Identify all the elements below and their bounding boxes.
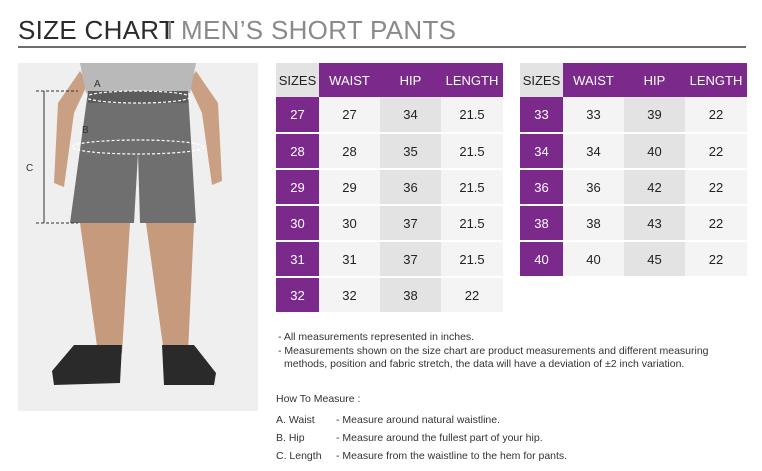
measure-key: A. Waist [276,414,315,426]
table-row [276,133,503,169]
size-table-right [520,63,747,278]
header-hip: HIP [380,63,441,97]
measure-key: C. Length [276,450,322,462]
table-row [520,205,747,241]
size-cell: 31 [276,241,319,277]
waist-cell: 28 [319,133,380,169]
size-cell: 36 [520,169,563,205]
header-sizes: SIZES [520,63,563,97]
waist-cell: 30 [319,205,380,241]
hip-cell: 45 [624,241,685,277]
table-row [520,169,747,205]
size-cell: 30 [276,205,319,241]
length-cell: 22 [685,97,747,133]
header-length: LENGTH [441,63,503,97]
hip-cell: 36 [380,169,441,205]
header-waist: WAIST [319,63,380,97]
hip-cell: 40 [624,133,685,169]
table-row [276,277,503,313]
size-cell: 29 [276,169,319,205]
waist-cell: 40 [563,241,624,277]
length-cell: 22 [685,133,747,169]
hip-cell: 38 [380,277,441,313]
list-item [276,411,567,429]
length-cell: 21.5 [441,97,503,133]
waist-cell: 36 [563,169,624,205]
how-to-measure-title: How To Measure : [276,393,361,405]
size-cell: 33 [520,97,563,133]
hip-cell: 37 [380,205,441,241]
table-row [520,241,747,277]
length-cell: 21.5 [441,133,503,169]
measurement-notes [276,331,746,372]
length-cell: 21.5 [441,169,503,205]
measure-key: B. Hip [276,432,305,444]
page-subtitle: I MEN’S SHORT PANTS [166,15,457,45]
label-c: C [26,163,34,174]
length-cell: 22 [685,241,747,277]
hip-cell: 42 [624,169,685,205]
hip-cell: 37 [380,241,441,277]
model-photo [18,63,258,411]
table-row [520,97,747,133]
measure-desc: - Measure around natural waistline. [336,414,501,426]
waist-cell: 32 [319,277,380,313]
waist-cell: 38 [563,205,624,241]
length-cell: 21.5 [441,241,503,277]
header-waist: WAIST [563,63,624,97]
waist-cell: 34 [563,133,624,169]
label-b: B [82,125,89,136]
model-illustration [18,63,258,411]
header-length: LENGTH [685,63,747,97]
length-cell: 22 [685,205,747,241]
waist-cell: 27 [319,97,380,133]
list-item [276,429,567,447]
table-row [520,133,747,169]
label-a: A [94,79,101,90]
hip-cell: 34 [380,97,441,133]
waist-cell: 29 [319,169,380,205]
waist-cell: 33 [563,97,624,133]
size-table-left [276,63,503,314]
waist-cell: 31 [319,241,380,277]
table-row [276,169,503,205]
size-cell: 34 [520,133,563,169]
page-header [18,12,746,48]
note-line: - Measurements shown on the size chart are product measurements and different measuring methods, position and fabric stretch, the data will have a deviation of ±2 inch variation. [278,344,709,370]
size-cell: 28 [276,133,319,169]
hip-cell: 39 [624,97,685,133]
measure-desc: - Measure from the waistline to the hem for pants. [336,450,568,462]
how-to-measure [276,393,567,465]
hip-cell: 35 [380,133,441,169]
size-cell: 27 [276,97,319,133]
length-cell: 21.5 [441,205,503,241]
header-sizes: SIZES [276,63,319,97]
table-row [276,205,503,241]
list-item [276,447,567,465]
header-hip: HIP [624,63,685,97]
page-title: SIZE CHART [18,15,176,45]
measure-desc: - Measure around the fullest part of your hip. [336,432,543,444]
size-cell: 32 [276,277,319,313]
hip-cell: 43 [624,205,685,241]
table-row [276,241,503,277]
length-cell: 22 [441,277,503,313]
length-cell: 22 [685,169,747,205]
note-line: - All measurements represented in inches. [278,331,475,343]
table-row [276,97,503,133]
size-cell: 40 [520,241,563,277]
size-cell: 38 [520,205,563,241]
